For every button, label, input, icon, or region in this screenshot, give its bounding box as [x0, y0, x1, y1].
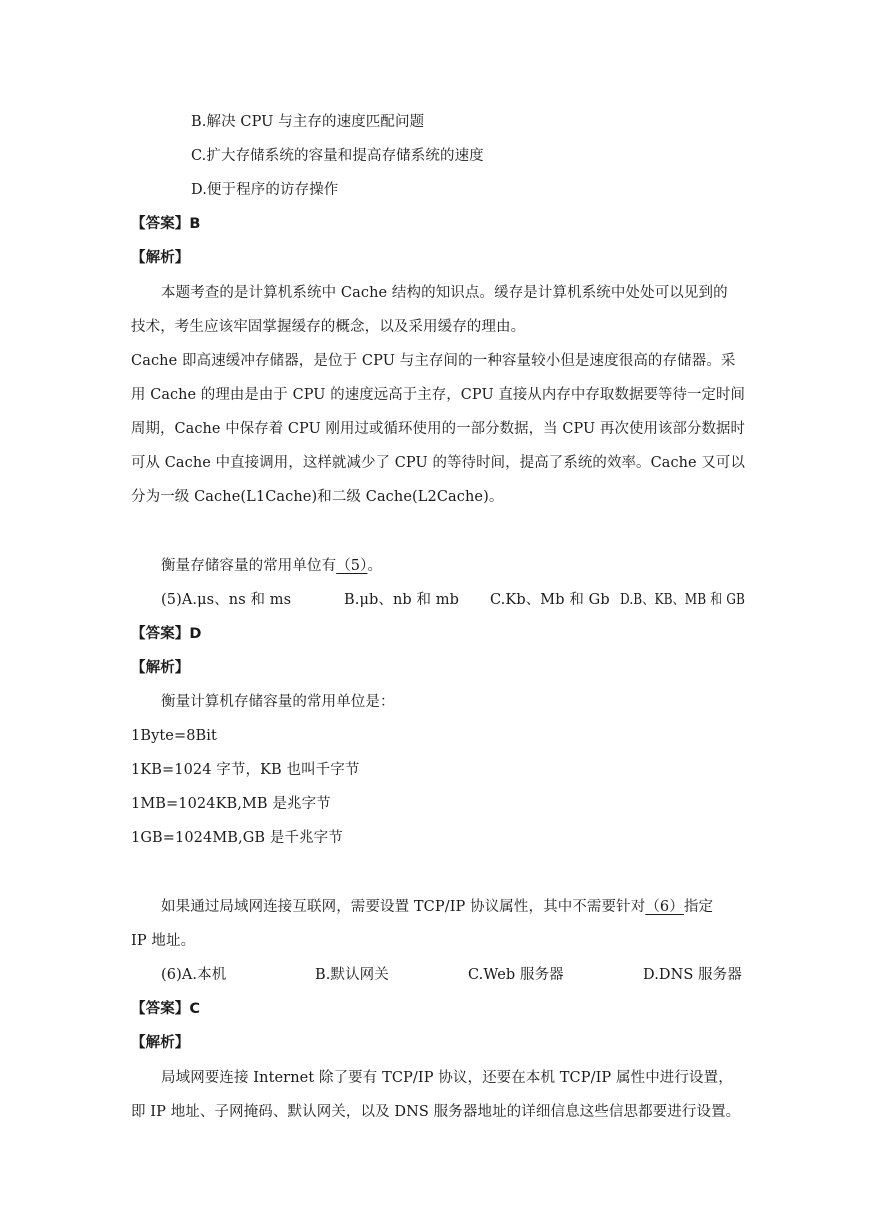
analysis-line: 1Byte=8Bit [131, 728, 217, 744]
analysis-label: 【解析】 [131, 1035, 190, 1051]
option-d: D.便于程序的访存操作 [191, 182, 339, 198]
answer-row [131, 999, 200, 1019]
stem-text-end: 。 [367, 558, 383, 574]
question-stem [161, 556, 382, 576]
option-c: C.扩大存储系统的容量和提高存储系统的速度 [191, 148, 484, 164]
analysis-line: 可从 Cache 中直接调用，这样就减少了 CPU 的等待时间，提高了系统的效率。Cache 又可以 [131, 455, 746, 471]
option-d: D.DNS 服务器 [643, 967, 742, 983]
answer-value: D [189, 626, 202, 642]
analysis-line: 用 Cache 的理由是由于 CPU 的速度远高于主存，CPU 直接从内存中存取数据要等待一定时间 [131, 387, 746, 403]
option-d: D.B、KB、MB 和 GB [620, 592, 745, 608]
analysis-line: 局域网要连接 Internet 除了要有 TCP/IP 协议，还要在本机 TCP/IP 属性中进行设置， [161, 1070, 733, 1086]
answer-label: 【答案】 [131, 216, 190, 232]
answer-label: 【答案】 [131, 1001, 190, 1017]
analysis-line: 技术，考生应该牢固掌握缓存的概念，以及采用缓存的理由。 [131, 319, 526, 335]
analysis-line: 1GB=1024MB,GB 是千兆字节 [131, 830, 343, 846]
analysis-line: 衡量计算机存储容量的常用单位是： [161, 694, 395, 710]
analysis-line: 1MB=1024KB,MB 是兆字节 [131, 796, 331, 812]
option-b: B.μb、nb 和 mb [344, 592, 460, 608]
option-b: B.解决 CPU 与主存的速度匹配问题 [191, 114, 425, 130]
stem-text: 如果通过局域网连接互联网，需要设置 TCP/IP 协议属性，其中不需要针对 [161, 899, 646, 915]
analysis-label: 【解析】 [131, 660, 190, 676]
answer-value: B [189, 216, 201, 232]
analysis-line: 1KB=1024 字节，KB 也叫千字节 [131, 762, 360, 778]
answer-label: 【答案】 [131, 626, 190, 642]
analysis-line: 周期，Cache 中保存着 CPU 刚用过或循环使用的一部分数据，当 CPU 再次使用该部分数据时 [131, 421, 746, 437]
analysis-label: 【解析】 [131, 250, 190, 266]
stem-blank: （6） [645, 899, 684, 915]
answer-value: C [189, 1001, 201, 1017]
option-c: C.Kb、Mb 和 Gb [490, 592, 610, 608]
analysis-line: 分为一级 Cache(L1Cache)和二级 Cache(L2Cache)。 [131, 489, 504, 505]
question-stem-line2: IP 地址。 [131, 933, 196, 949]
answer-row [131, 214, 201, 234]
stem-text-end: 指定 [683, 899, 714, 915]
analysis-line: Cache 即高速缓冲存储器，是位于 CPU 与主存间的一种容量较小但是速度很高的存储器。采 [131, 353, 736, 369]
stem-blank: （5） [336, 558, 368, 574]
option-a: (5)A.μs、ns 和 ms [161, 592, 292, 608]
option-b: B.默认网关 [315, 967, 389, 983]
analysis-line: 本题考查的是计算机系统中 Cache 结构的知识点。缓存是计算机系统中处处可以见到的 [161, 285, 728, 301]
answer-row [131, 624, 202, 644]
analysis-line: 即 IP 地址、子网掩码、默认网关，以及 DNS 服务器地址的详细信息这些信思都要进行设置。 [131, 1104, 741, 1120]
question-stem [161, 897, 713, 917]
option-c: C.Web 服务器 [468, 967, 564, 983]
stem-text: 衡量存储容量的常用单位有 [161, 558, 337, 574]
option-a: (6)A.本机 [161, 967, 227, 983]
